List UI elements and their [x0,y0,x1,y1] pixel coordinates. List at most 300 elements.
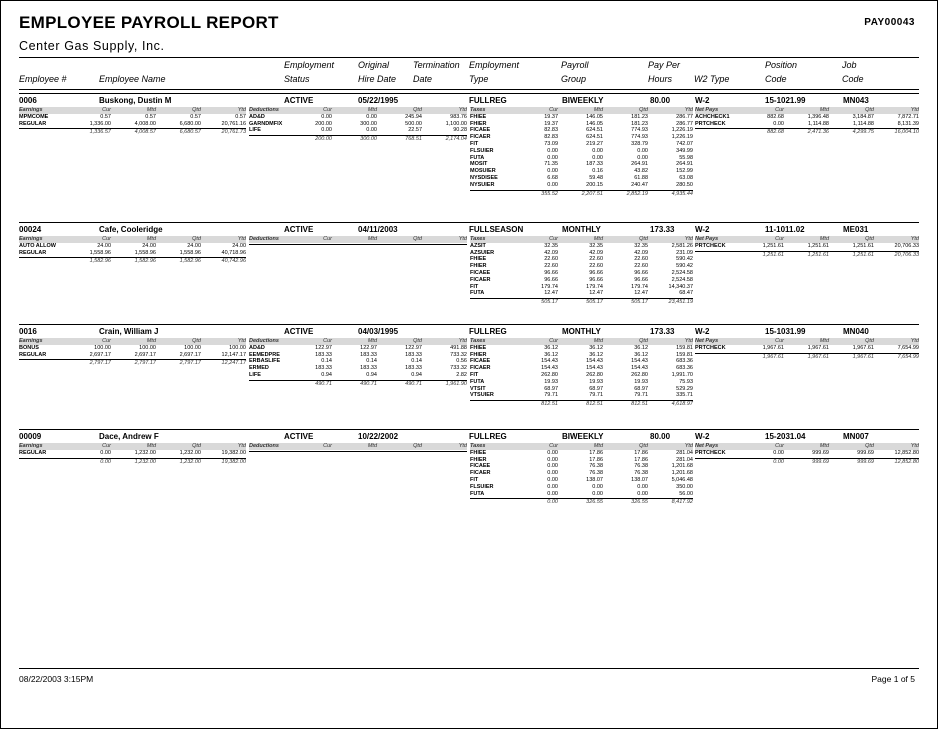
block-row [695,345,919,352]
block-row-cell: 19.37 [544,113,558,120]
block-row-cell: 179.74 [586,283,603,290]
block-header-cell: Deductions [249,236,279,242]
block-row [249,358,467,365]
block-row-cell: 122.97 [405,344,422,351]
block-row-cell: 12,852.80 [894,449,919,456]
block-row [249,127,467,134]
block-row [695,243,919,250]
block-row-cell: 19.93 [544,378,558,385]
block-row-cell: FICAER [470,134,491,141]
block-row [470,470,693,477]
block-row-cell: 22.60 [544,263,558,270]
block-row-cell: 4,008.00 [134,120,156,127]
block-header-cell: Mtd [593,443,603,449]
block-row-cell: 624.51 [586,127,603,134]
block-row-cell: 154.43 [631,358,648,365]
block-total-cell: 12,247.17 [221,360,246,367]
block-row-cell: 36.12 [544,344,558,351]
block-header-cell: Cur [775,107,784,113]
taxes-block [470,107,693,197]
block-row [249,345,467,352]
block-header-cell: Cur [323,107,332,113]
block-total-cell: 505.17 [631,299,648,306]
block-header-cell: Qtd [639,443,648,449]
block-total-cell: 2,797.17 [179,360,201,367]
block-header-cell: Ytd [237,443,246,449]
block-row-cell: 0.57 [100,113,111,120]
block-header [695,443,919,450]
block-row-cell: 19,382.00 [221,449,246,456]
block-row-cell: REGULAR [19,449,47,456]
employee-job: ME031 [843,225,869,234]
block-header-cell: Mtd [593,338,603,344]
block-row-cell: 76.38 [589,463,603,470]
block-total-cell: 812.51 [586,401,603,408]
block-row [19,450,246,457]
block-total-cell: 300.00 [360,136,377,143]
block-row-cell: 0.00 [547,483,558,490]
block-row-cell: 159.81 [676,351,693,358]
block-row-cell: 1,226.19 [671,127,693,134]
block-row-cell: 200.15 [586,181,603,188]
block-row-cell: 96.66 [544,269,558,276]
company-name: Center Gas Supply, Inc. [19,39,165,53]
block-header-cell: Deductions [249,107,279,113]
block-row-cell: 590.42 [676,263,693,270]
block-row-cell: 240.47 [631,181,648,188]
employee-top-rule [19,93,919,94]
block-header-cell: Qtd [192,107,201,113]
employee-hours: 173.33 [650,225,675,234]
block-row [470,141,693,148]
block-header-cell: Cur [102,338,111,344]
block-row [470,127,693,134]
block-row-cell: 1,991.70 [671,371,693,378]
block-row-cell: 0.00 [100,449,111,456]
block-row-cell: 6,680.00 [179,120,201,127]
block-row-cell: 0.00 [637,154,648,161]
block-total-cell: 999.69 [857,458,874,465]
taxes-block [470,443,693,506]
block-row-cell: 96.66 [544,276,558,283]
employee-position: 11-1011.02 [765,225,805,234]
block-total-rule [249,451,467,452]
employee-job: MN007 [843,432,869,441]
block-header [249,107,467,114]
block-row-cell: NYSUIER [470,181,495,188]
block-row-cell: 0.56 [456,358,467,365]
block-header [19,338,246,345]
block-header-cell: Mtd [593,107,603,113]
block-row-cell: FICAEE [470,269,491,276]
block-row-cell: FICAER [470,365,491,372]
block-row-cell: MOSUIER [470,168,496,175]
block-row [470,263,693,270]
block-row [470,491,693,498]
block-total-cell: 40,742.96 [221,258,246,265]
block-row-cell: FICAEE [470,358,491,365]
block-row [470,161,693,168]
block-row-cell: REGULAR [19,249,47,256]
block-row [470,168,693,175]
block-row [470,457,693,464]
block-header-cell: Cur [549,443,558,449]
block-row [470,386,693,393]
block-row [470,277,693,284]
block-row-cell: 17.86 [634,449,648,456]
block-row-cell: 181.23 [631,113,648,120]
deductions-block [249,107,467,143]
employee-hire: 10/22/2002 [358,432,399,441]
employee-job: MN040 [843,327,869,336]
block-total [695,252,919,259]
block-row-cell: 36.12 [589,351,603,358]
block-header-cell: Deductions [249,338,279,344]
block-row-cell: 187.33 [586,161,603,168]
col-header-line2: Code [765,74,787,84]
block-row-cell: 138.07 [631,476,648,483]
block-row-cell: 152.99 [676,168,693,175]
block-total-cell: 20,706.33 [894,251,919,258]
block-row-cell: 24.00 [142,242,156,249]
employee-status: ACTIVE [284,96,314,105]
block-row-cell: 159.81 [676,344,693,351]
block-header-cell: Ytd [910,338,919,344]
block-row-cell: 12.47 [589,290,603,297]
block-row [249,365,467,372]
block-row-cell: 1,558.96 [89,249,111,256]
block-row [19,352,246,359]
block-row-cell: FICAER [470,470,491,477]
netpays-block [695,236,919,258]
block-row-cell: 79.71 [589,392,603,399]
block-row [470,182,693,189]
block-row-cell: 1,396.48 [807,113,829,120]
block-row-cell: 0.14 [411,358,422,365]
block-row-cell: 122.97 [360,344,377,351]
block-header-cell: Qtd [192,236,201,242]
employee-status: ACTIVE [284,327,314,336]
block-row-cell: 0.94 [366,371,377,378]
employee-hire: 04/03/1995 [358,327,399,336]
block-row [470,365,693,372]
col-header-line1: Employment [284,60,335,70]
block-total-cell: 1,232.00 [134,458,156,465]
block-row-cell: 2,697.17 [134,351,156,358]
block-header-cell: Qtd [639,107,648,113]
block-total-cell: 16,004.10 [894,129,919,136]
col-header-line2: Hire Date [358,74,397,84]
block-row-cell: 68.97 [544,385,558,392]
block-row-cell: 154.43 [586,365,603,372]
block-header [470,236,693,243]
block-row-cell: 0.00 [547,168,558,175]
block-row-cell: 0.00 [773,120,784,127]
block-row-cell: 683.36 [676,365,693,372]
block-header-cell: Ytd [237,338,246,344]
block-total-cell: 2,797.17 [134,360,156,367]
block-row-cell: 1,336.00 [89,120,111,127]
block-row [695,121,919,128]
block-header-cell: Cur [323,443,332,449]
block-row-cell: 245.94 [405,113,422,120]
block-row-cell: AZSIT [470,242,486,249]
block-row-cell: FIT [470,283,479,290]
block-row-cell: 983.76 [450,113,467,120]
block-row-cell: 19.37 [544,120,558,127]
block-header-cell: Mtd [367,443,377,449]
block-row-cell: 19.93 [589,378,603,385]
earnings-block [19,443,246,465]
block-row-cell: 200.00 [315,120,332,127]
block-row-cell: 22.60 [589,263,603,270]
block-row-cell: 17.86 [634,456,648,463]
block-header-cell: Earnings [19,107,43,113]
block-total [19,459,246,466]
block-total-cell: 4,299.75 [852,129,874,136]
block-row-cell: 0.00 [321,113,332,120]
block-row-cell: 733.32 [450,365,467,372]
block-row [470,256,693,263]
block-row-cell: 1,114.88 [852,120,874,127]
block-header-cell: Cur [549,338,558,344]
block-header-cell: Mtd [146,107,156,113]
block-row [249,114,467,121]
block-header-cell: Qtd [639,236,648,242]
block-header-cell: Earnings [19,338,43,344]
block-row-cell: 0.00 [637,483,648,490]
block-row-cell: 286.77 [676,120,693,127]
block-total-cell: 7,654.99 [897,353,919,360]
block-total-cell: 882.68 [767,129,784,136]
block-total-cell: 2,174.04 [445,136,467,143]
block-row-cell: 22.60 [634,263,648,270]
block-row-cell: 2.82 [456,371,467,378]
block-row-cell: 1,967.61 [762,344,784,351]
employee-position: 15-1021.99 [765,96,806,105]
block-header-cell: Qtd [413,338,422,344]
block-row-cell: 20,761.16 [221,120,246,127]
block-row-cell: PRTCHECK [695,242,726,249]
block-row-cell: REGULAR [19,351,47,358]
block-header-cell: Cur [775,236,784,242]
employee-hours: 80.00 [650,432,671,441]
block-row-cell: 0.94 [321,371,332,378]
block-row-cell: 262.80 [541,371,558,378]
block-row-cell: MPMCOME [19,113,49,120]
block-row-cell: 335.71 [676,392,693,399]
block-row-cell: 24.00 [187,242,201,249]
block-header-cell: Mtd [367,107,377,113]
employee-hire: 05/22/1995 [358,96,399,105]
block-row-cell: GARNDMFIX [249,120,283,127]
block-row-cell: PRTCHECK [695,120,726,127]
block-row-cell: 500.00 [405,120,422,127]
block-total-cell: 0.00 [100,458,111,465]
block-row-cell: 882.68 [767,113,784,120]
block-total-cell: 768.51 [405,136,422,143]
block-row-cell: 0.00 [547,456,558,463]
block-row-cell: FLSUIER [470,147,494,154]
block-row-cell: 76.38 [634,470,648,477]
block-total [19,129,246,136]
block-row-cell: MOSIT [470,161,488,168]
block-header-cell: Ytd [684,443,693,449]
block-row-cell: 999.69 [857,449,874,456]
col-header-line1: Original [358,60,390,70]
block-row-cell: 0.00 [637,147,648,154]
employee-name: Crain, William J [99,327,159,336]
block-total-cell: 1,251.61 [807,251,829,258]
footer-rule [19,668,919,669]
block-header-cell: Qtd [413,236,422,242]
block-total-cell: 1,582.96 [179,258,201,265]
block-header-cell: Mtd [819,338,829,344]
block-row [470,392,693,399]
employee-num: 00009 [19,432,42,441]
block-header [695,107,919,114]
block-row-cell: 146.05 [586,113,603,120]
block-row-cell: 8,131.39 [897,120,919,127]
block-header-cell: Cur [102,107,111,113]
block-row-cell: BONUS [19,344,39,351]
block-row-cell: 683.36 [676,358,693,365]
block-row-cell: 529.29 [676,385,693,392]
block-row-cell: ERBASLIFE [249,358,281,365]
block-row-cell: FHIER [470,120,487,127]
employee-num: 0016 [19,327,37,336]
block-total-cell: 1,967.61 [852,353,874,360]
block-total [695,459,919,466]
block-row-cell: 0.00 [321,127,332,134]
block-header-cell: Qtd [865,338,874,344]
taxes-block [470,338,693,408]
block-total-cell: 2,471.36 [807,129,829,136]
block-header-cell: Ytd [910,107,919,113]
block-total-cell: 12,852.80 [894,458,919,465]
block-total [470,401,693,408]
block-row [19,121,246,128]
employee-hire: 04/11/2003 [358,225,398,234]
block-row-cell: 179.74 [541,283,558,290]
deductions-block [249,338,467,388]
block-row [470,243,693,250]
block-row-cell: VTSUIER [470,392,494,399]
employee-group: BIWEEKLY [562,96,604,105]
block-total [695,354,919,361]
block-row-cell: 138.07 [586,476,603,483]
block-row-cell: FUTA [470,290,485,297]
block-row-cell: 183.33 [405,365,422,372]
block-header-cell: Ytd [237,236,246,242]
block-row-cell: FIT [470,140,479,147]
block-row-cell: 280.50 [676,181,693,188]
block-row-cell: 1,558.96 [134,249,156,256]
block-header-cell: Qtd [865,236,874,242]
block-total-cell: 2,207.51 [581,190,603,197]
block-row-cell: 0.00 [366,113,377,120]
block-row-cell: 264.91 [676,161,693,168]
block-total-cell: 4,935.44 [671,190,693,197]
block-row [470,372,693,379]
block-row-cell: 17.86 [589,456,603,463]
block-header-cell: Earnings [19,443,43,449]
report-title: EMPLOYEE PAYROLL REPORT [19,13,279,32]
block-row-cell: AUTO ALLOW [19,242,56,249]
block-row-cell: 36.12 [589,344,603,351]
col-header-line2: Status [284,74,310,84]
block-header-cell: Mtd [367,236,377,242]
block-total-cell: 1,967.61 [807,353,829,360]
block-row [470,477,693,484]
block-row-cell: 5,046.48 [671,476,693,483]
block-header [470,443,693,450]
block-row-cell: 3,184.87 [852,113,874,120]
block-row [470,352,693,359]
col-header-line2: Hours [648,74,673,84]
block-header-cell: Cur [549,107,558,113]
block-total [19,360,246,367]
block-header [249,236,467,243]
block-row [470,463,693,470]
block-row-cell: FICAER [470,276,491,283]
taxes-block [470,236,693,306]
block-row-cell: 0.14 [321,358,332,365]
block-total-cell: 6,680.57 [179,129,201,136]
block-header [695,236,919,243]
block-header-cell: Qtd [413,443,422,449]
block-row-cell: 0.00 [547,476,558,483]
block-header-cell: Net Pays [695,107,719,113]
block-header-cell: Qtd [865,443,874,449]
employee-position: 15-2031.04 [765,432,806,441]
block-row-cell: 154.43 [586,358,603,365]
block-row-cell: 22.57 [408,127,422,134]
block-header-cell: Qtd [413,107,422,113]
block-row-cell: 1,251.61 [852,242,874,249]
block-row [470,270,693,277]
block-total-cell: 200.00 [315,136,332,143]
block-row-cell: 590.42 [676,256,693,263]
col-header-line1: Pay Per [648,60,681,70]
block-header-cell: Ytd [910,443,919,449]
page-number: Page 1 of 5 [871,674,915,684]
block-row-cell: 96.66 [589,276,603,283]
block-total-cell: 490.71 [405,380,422,387]
block-header [695,338,919,345]
block-row-cell: 12,147.17 [221,351,246,358]
block-total [249,381,467,388]
block-row-cell: 0.00 [773,449,784,456]
block-header-cell: Cur [102,443,111,449]
block-row-cell: 76.38 [634,463,648,470]
block-row-cell: 22.60 [634,256,648,263]
block-row-cell: FLSUIER [470,483,494,490]
block-total [249,136,467,143]
block-row-cell: 0.00 [547,449,558,456]
block-row-cell: 1,100.00 [445,120,467,127]
block-header [470,107,693,114]
employee-type: FULLREG [469,327,507,336]
block-row [470,114,693,121]
block-row-cell: FICAEE [470,127,491,134]
block-header-cell: Ytd [458,443,467,449]
block-row-cell: FIT [470,476,479,483]
block-row-cell: 0.57 [145,113,156,120]
block-row-cell: 0.94 [411,371,422,378]
col-header-line2: Date [413,74,433,84]
report-code: PAY00043 [864,17,915,28]
